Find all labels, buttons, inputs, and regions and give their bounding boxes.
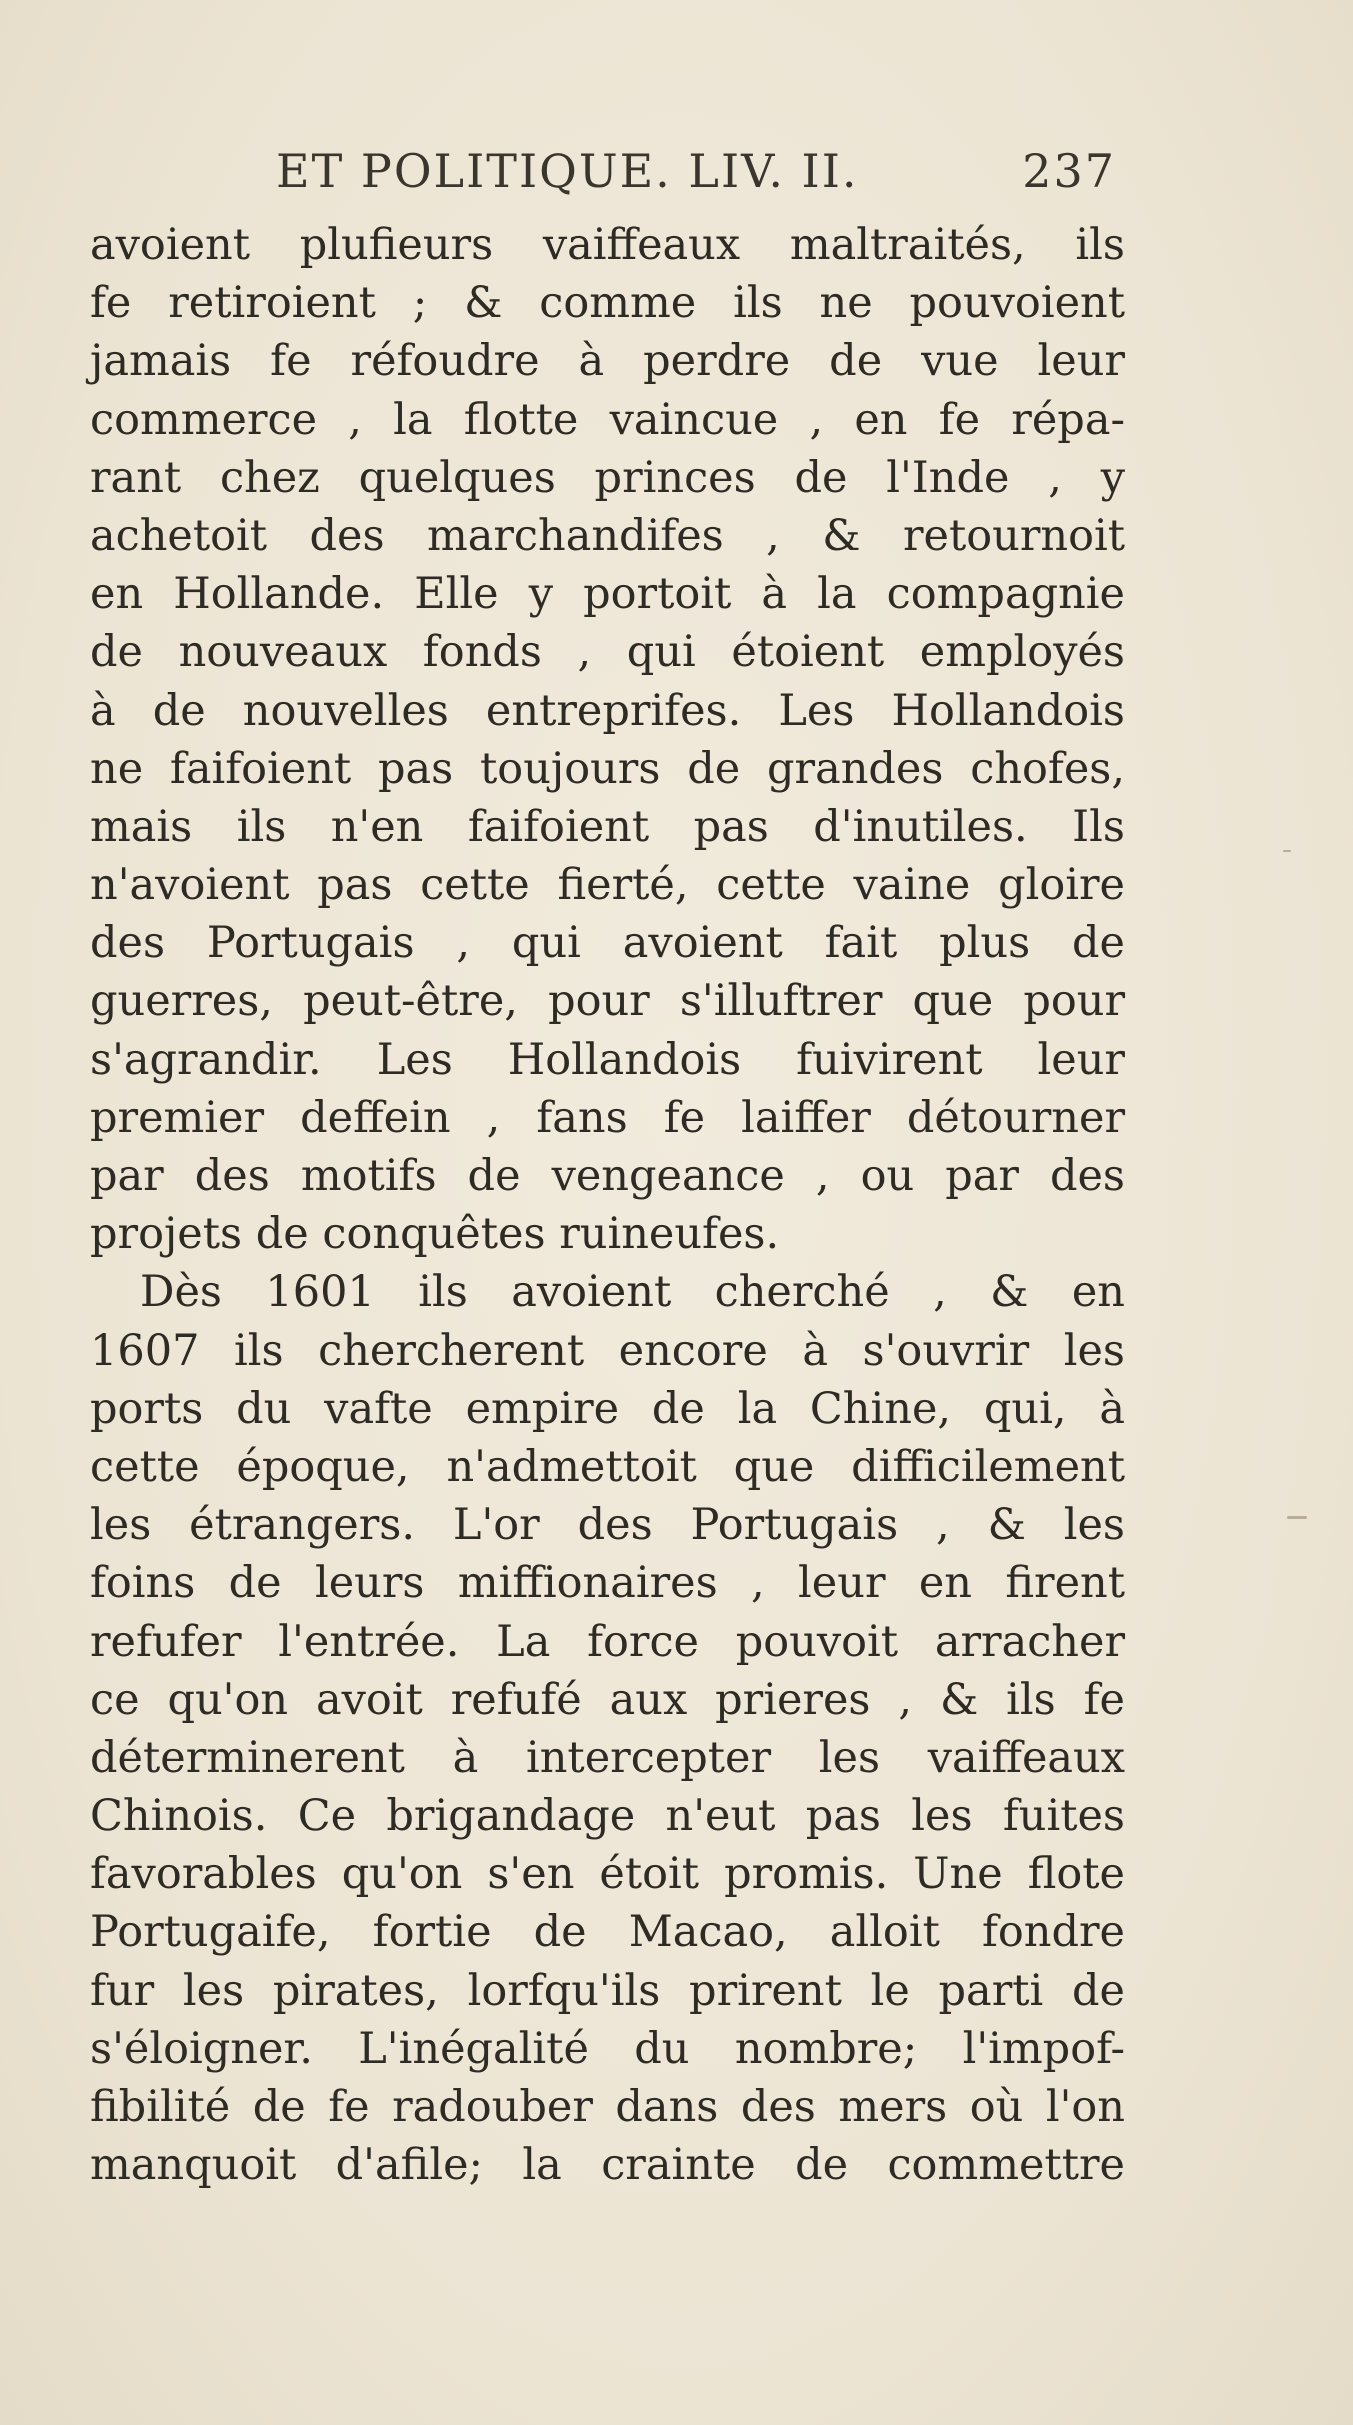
body-text [90,216,1125,2194]
text-line: s'agrandir. Les Hollandois fuivirent leur [90,1034,1125,1085]
text-line: n'avoient pas cette fierté, cette vaine gloire [90,860,1125,911]
margin-mark [1283,850,1291,852]
text-line: déterminerent à intercepter les vaiffeaux [90,1732,1125,1783]
text-line: premier deffein , fans fe laiffer détourner [90,1092,1125,1143]
text-line: ne faifoient pas toujours de grandes chofes, [90,743,1125,794]
text-line: en Hollande. Elle y portoit à la compagnie [90,569,1125,620]
text-line: projets de conquêtes ruineufes. [90,1209,780,1260]
text-line: par des motifs de vengeance , ou par des [90,1151,1125,1201]
text-line: des Portugais , qui avoient fait plus de [90,918,1125,969]
text-line: fibilité de fe radouber dans des mers où l'on [90,2082,1125,2132]
text-line: guerres, peut-être, pour s'illuftrer que pour [90,976,1125,1027]
running-head [276,136,1116,206]
running-title: ET POLITIQUE. LIV. II. [276,144,859,198]
text-line: refufer l'entrée. La force pouvoit arracher [90,1616,1125,1667]
text-line: rant chez quelques princes de l'Inde , y [90,452,1125,503]
text-line: manquoit d'afile; la crainte de commettre [90,2140,1125,2191]
text-line: jamais fe réfoudre à perdre de vue leur [90,336,1125,387]
paragraph-start-line: Dès 1601 ils avoient cherché , & en [140,1267,1125,1318]
text-line: ports du vafte empire de la Chine, qui, à [90,1383,1125,1434]
text-line: Portugaife, fortie de Macao, alloit fondre [90,1907,1125,1958]
text-line: 1607 ils chercherent encore à s'ouvrir les [90,1325,1125,1376]
text-line: à de nouvelles entreprifes. Les Hollandois [90,685,1125,736]
text-line: Chinois. Ce brigandage n'eut pas les fuites [90,1791,1125,1842]
text-line: de nouveaux fonds , qui étoient employés [90,627,1125,678]
text-line: achetoit des marchandifes , & retournoit [90,510,1125,561]
text-line: mais ils n'en faifoient pas d'inutiles. Ils [90,801,1125,852]
text-line: foins de leurs miffionaires , leur en firent [90,1558,1125,1609]
text-line: avoient plufieurs vaiffeaux maltraités, ils [90,220,1125,270]
text-line: fur les pirates, lorfqu'ils prirent le parti de [90,1965,1125,2016]
text-line: fe retiroient ; & comme ils ne pouvoient [90,278,1125,329]
text-line: ce qu'on avoit refufé aux prieres , & ils fe [90,1674,1125,1725]
text-line: favorables qu'on s'en étoit promis. Une flote [90,1849,1125,1900]
text-line: s'éloigner. L'inégalité du nombre; l'impof- [90,2023,1125,2074]
text-line: les étrangers. L'or des Portugais , & les [90,1500,1125,1551]
margin-mark [1287,1516,1307,1519]
text-line: commerce , la flotte vaincue , en fe répa- [90,394,1125,445]
page-number: 237 [1022,144,1116,198]
text-line: cette époque, n'admettoit que difficilement [90,1441,1125,1492]
